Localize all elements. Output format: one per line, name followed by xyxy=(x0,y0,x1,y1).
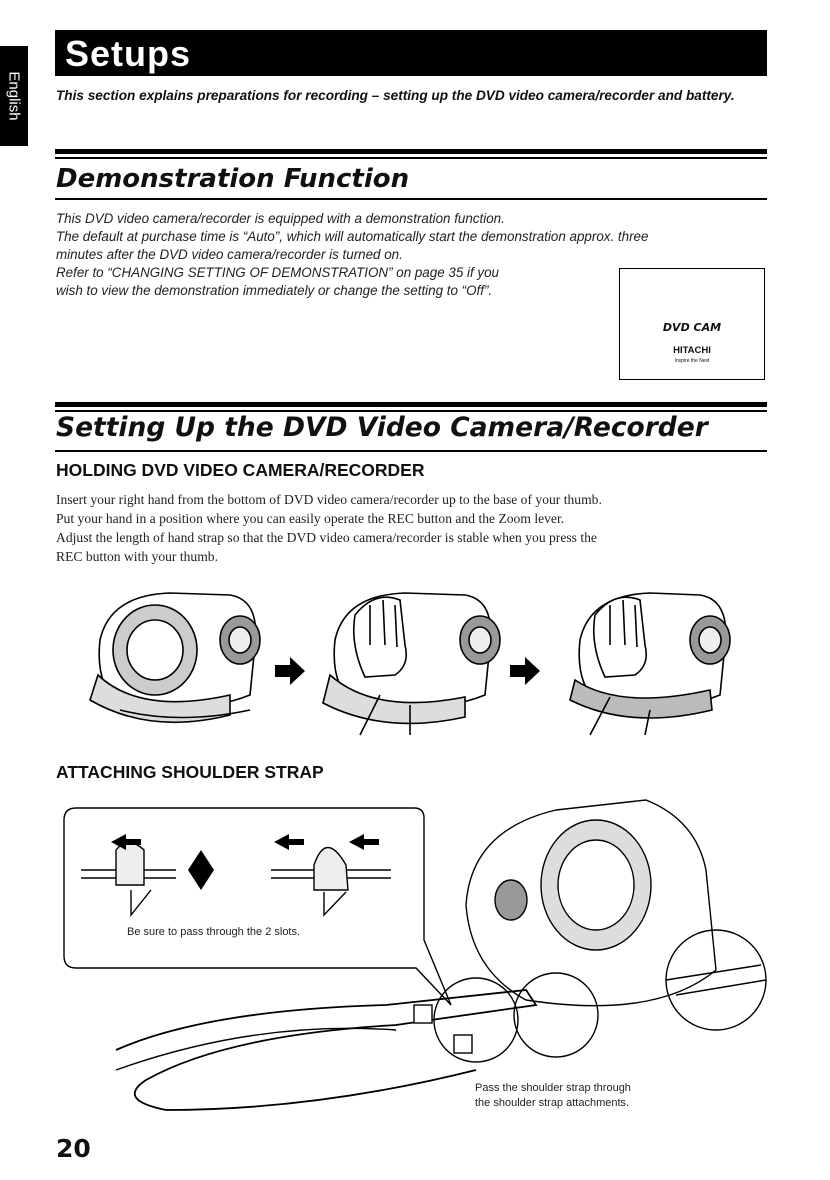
arrow-icon xyxy=(510,657,540,685)
holding-heading: HOLDING DVD VIDEO CAMERA/RECORDER xyxy=(56,460,425,480)
holding-paragraph xyxy=(56,490,768,566)
strap-heading: ATTACHING SHOULDER STRAP xyxy=(56,762,324,782)
chapter-title: Setups xyxy=(65,33,192,74)
holding-line: REC button with your thumb. xyxy=(56,549,218,564)
camera-step-3 xyxy=(570,593,730,735)
brand-logo: HITACHI xyxy=(673,345,711,356)
holding-line: Adjust the length of hand strap so that the DVD video camera/recorder is stable when you press the xyxy=(56,530,597,545)
camera-step-2 xyxy=(323,593,500,735)
zoom-circle xyxy=(666,930,766,1030)
demo-line: Refer to “CHANGING SETTING OF DEMONSTRATION” on page 35 if you xyxy=(56,265,499,280)
zoom-circle xyxy=(514,973,598,1057)
holding-line: Insert your right hand from the bottom of DVD video camera/recorder up to the base of your thumb. xyxy=(56,492,602,507)
demo-screen-illustration xyxy=(619,268,765,380)
section-rule-thin xyxy=(55,157,767,159)
chapter-intro: This section explains preparations for recording – setting up the DVD video camera/recorder and battery. xyxy=(56,88,735,103)
brand-tagline: Inspire the Next xyxy=(674,358,710,364)
section-underline xyxy=(55,198,767,200)
camera-step-1 xyxy=(90,593,260,722)
demo-line: minutes after the DVD video camera/recorder is turned on. xyxy=(56,247,403,262)
demo-section-title: Demonstration Function xyxy=(56,164,410,194)
dvd-cam-logo: DVD CAM xyxy=(662,321,722,334)
section-rule-thick xyxy=(55,402,767,407)
demo-line: This DVD video camera/recorder is equipped with a demonstration function. xyxy=(56,211,505,226)
language-tab xyxy=(0,46,28,146)
demo-line: The default at purchase time is “Auto”, which will automatically start the demonstration approx. three xyxy=(56,229,649,244)
zoom-circle xyxy=(434,978,518,1062)
page-number: 20 xyxy=(56,1134,91,1163)
arrow-icon xyxy=(275,657,305,685)
demo-line: wish to view the demonstration immediately or change the setting to “Off”. xyxy=(56,283,493,298)
section-underline xyxy=(55,450,767,452)
pass-caption-line1: Pass the shoulder strap through xyxy=(475,1082,631,1094)
setup-section-title: Setting Up the DVD Video Camera/Recorder xyxy=(56,412,708,443)
section-rule-thick xyxy=(55,149,767,154)
pass-caption-line2: the shoulder strap attachments. xyxy=(475,1097,630,1109)
buckle-detail-2 xyxy=(271,848,391,916)
holding-steps-illustration xyxy=(80,585,760,745)
slots-caption: Be sure to pass through the 2 slots. xyxy=(127,926,301,938)
buckle-detail-1 xyxy=(81,843,176,916)
language-tab-label: English xyxy=(5,71,23,121)
shoulder-strap-illustration xyxy=(56,790,770,1125)
holding-line: Put your hand in a position where you can easily operate the REC button and the Zoom lever. xyxy=(56,511,565,526)
chapter-banner xyxy=(55,30,767,76)
